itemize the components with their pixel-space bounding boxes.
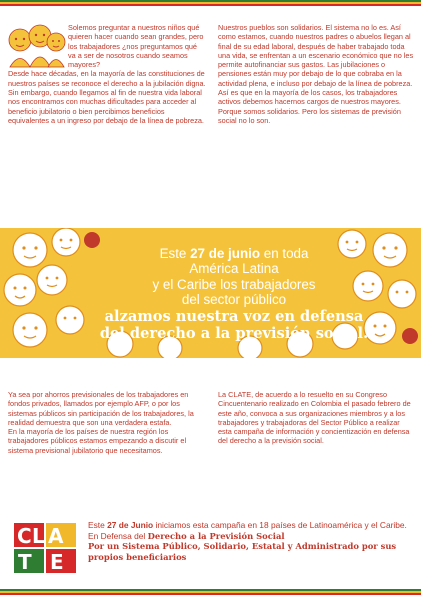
headline-line-4: del sector público (181, 292, 287, 308)
region-paragraph: En la mayoría de los países de nuestra región los trabajadores públicos estamos empezando a discutir el sistema previsional jubilatorio que necesitamos. (8, 427, 187, 455)
headline-line-3: y el Caribe los trabajadores (152, 276, 316, 292)
intro-text-left (8, 23, 206, 125)
logo-letter-t: T (18, 550, 32, 574)
headline-date: 27 de junio (190, 246, 261, 261)
footer-date: 27 de Junio (107, 520, 154, 530)
headline-line-2: América Latina (189, 261, 279, 277)
solidarity-paragraph-2: Así es que en la mayoría de los casos, los trabajadores activos debemos hacernos cargos de nuestros mayores. Porque somos solidarios. Pero los sistemas de previsión social no lo son. (218, 88, 401, 125)
solidarity-paragraph-1: Nuestros pueblos son solidarios. El sistema no lo es. Así como estamos, cuando nuestros padres o abuelos llegan al final de su edad laboral, después de haber trabajado toda una vida, se enfrentan a un escenario económico que no les permite autofinanciar sus gastos. Las jubilaciones o pensiones están muy por debajo de lo que cobraba en la actividad plena, e incluso por debajo de la línea de pobreza. (218, 23, 414, 88)
intro-paragraph-1: Solemos preguntar a nuestros niños qué quieren hacer cuando sean grandes, pero los trabajadores ¿nos preguntamos qué va a ser de nosotros cuando seamos mayores? (68, 23, 204, 70)
footer-message (88, 520, 414, 562)
headline-line-6: del derecho a la previsión social. (99, 324, 369, 342)
logo-letter-e: E (50, 550, 64, 574)
logo-letter-l: L (32, 524, 45, 548)
headline-prefix: Este (159, 246, 191, 261)
headline-line-1 (95, 246, 373, 261)
logo-letter-a: A (48, 524, 64, 548)
intro-text-right (218, 23, 414, 125)
body-text-right (218, 390, 414, 446)
logo-letter-c: C (17, 524, 32, 548)
bottom-color-stripes (0, 589, 421, 595)
footer-slogan: Por un Sistema Público, Solidario, Estatal y Administrado por sus propios beneficiarios (88, 541, 397, 562)
intro-paragraph-2: Desde hace décadas, en la mayoría de las constituciones de nuestros países se reconoce el derecho a la jubilación digna. Sin embargo, cuando llegamos al fin de nuestra vida laboral nos encontramos con muchas dificultades para acceder al beneficio jubilatorio o bien percibimos beneficios equivalentes a un ingreso por debajo de la línea de pobreza. (8, 69, 206, 125)
afp-paragraph: Ya sea por ahorros previsionales de los trabajadores en fondos privados, llamados por ejemplo AFP, o por los sistemas públicos sin participación de los trabajadores, la realidad demuestra que son una verdadera estafa. (8, 390, 194, 427)
footer-prefix: Este (88, 520, 108, 530)
body-text-left (8, 390, 206, 455)
top-color-stripes (0, 0, 421, 6)
clate-logo (12, 520, 78, 574)
headline-line-5: alzamos nuestra voz en defensa (104, 307, 364, 325)
footer-right-title: Derecho a la Previsión Social (147, 530, 285, 541)
footer-campaign-text: iniciamos esta campaña en 18 países de Latinoamérica y el Caribe. En Defensa del (88, 520, 407, 541)
clate-paragraph: La CLATE, de acuerdo a lo resuelto en su Congreso Cincuentenario realizado en Colombia el pasado febrero de este año, convoca a sus organizaciones miembros y a los trabajadores y trabajadoras del Sector Público a realizar esta campaña de información y concientización en defensa del derecho a la previsión social. (218, 390, 411, 446)
campaign-headline (95, 246, 373, 342)
headline-suffix: en toda (260, 246, 309, 261)
